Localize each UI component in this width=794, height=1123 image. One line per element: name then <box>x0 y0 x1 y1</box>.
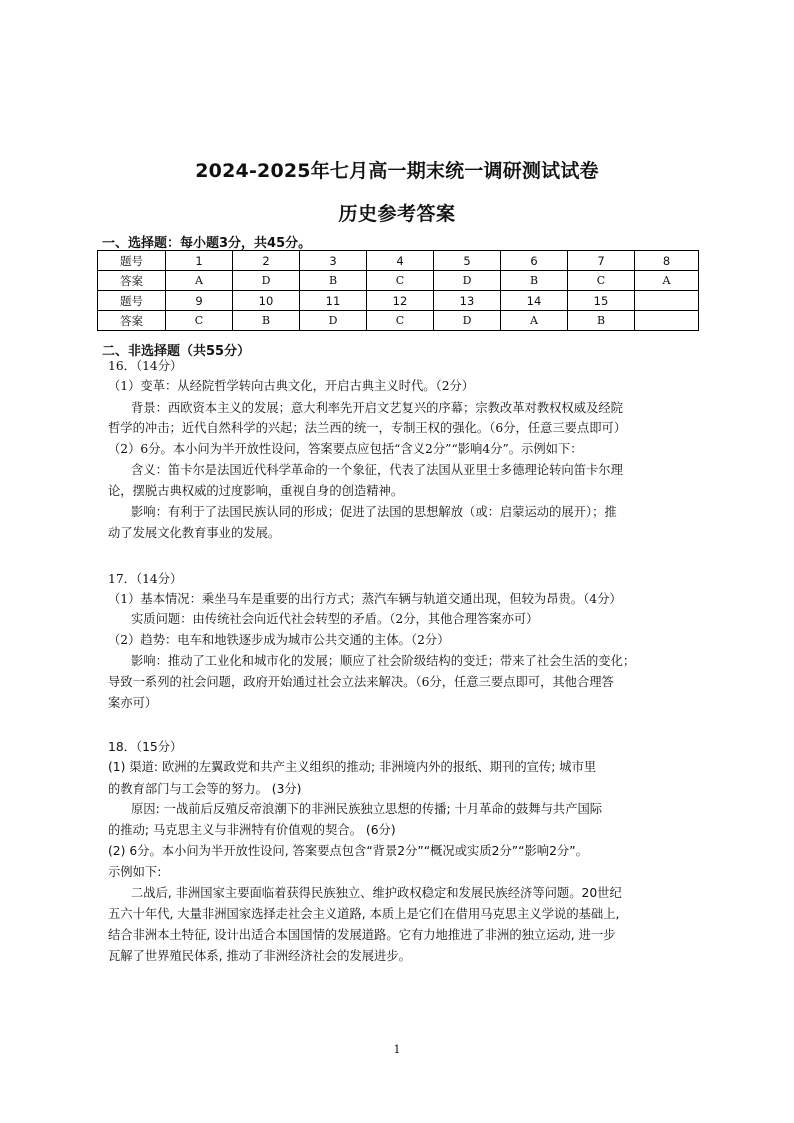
table-cell <box>635 291 699 311</box>
answer-line: （1）变革：从经院哲学转向古典文化，开启古典主义时代。（2分） <box>108 379 475 393</box>
table-cell: 9 <box>166 291 233 311</box>
table-cell: 2 <box>233 251 300 271</box>
table-cell: 11 <box>300 291 367 311</box>
answer-line: 五六十年代, 大量非洲国家选择走社会主义道路, 本质上是它们在借用马克思主义学说的基础上, <box>108 907 620 921</box>
table-row <box>98 311 699 331</box>
table-cell: 14 <box>501 291 568 311</box>
table-cell: D <box>434 311 501 331</box>
answer-line: 瓦解了世界殖民体系, 推动了非洲经济社会的发展进步。 <box>108 949 411 963</box>
table-row <box>98 271 699 291</box>
table-cell <box>635 311 699 331</box>
answer-line: 结合非洲本土特征, 设计出适合本国国情的发展道路。它有力地推进了非洲的独立运动, 进一步 <box>108 928 616 942</box>
answer-line: 影响：有利于了法国民族认同的形成；促进了法国的思想解放（或：启蒙运动的展开）；推 <box>131 505 617 519</box>
table-cell: B <box>568 311 635 331</box>
page-number: 1 <box>393 1043 401 1056</box>
document-subtitle: 历史参考答案 <box>338 203 456 225</box>
table-cell: 4 <box>367 251 434 271</box>
answer-line: 的推动; 马克思主义与非洲特有价值观的契合。 (6分) <box>108 823 396 837</box>
answer-line: （2）趋势：电车和地铁逐步成为城市公共交通的主体。（2分） <box>108 633 450 647</box>
table-cell: 3 <box>300 251 367 271</box>
section-heading-essay: 二、非选择题（共55分） <box>102 344 251 359</box>
answer-line: 17．（14分） <box>108 572 183 586</box>
table-cell: 5 <box>434 251 501 271</box>
table-cell: B <box>233 311 300 331</box>
table-cell: B <box>300 271 367 291</box>
answer-table <box>97 250 699 331</box>
table-cell: 10 <box>233 291 300 311</box>
table-row <box>98 251 699 271</box>
table-cell: C <box>367 311 434 331</box>
table-cell: C <box>367 271 434 291</box>
table-cell: 8 <box>635 251 699 271</box>
answer-line: 哲学的冲击；近代自然科学的兴起；法兰西的统一，专制王权的强化。（6分，任意三要点即可） <box>108 421 627 435</box>
table-cell: 12 <box>367 291 434 311</box>
table-cell: C <box>568 271 635 291</box>
answer-line: 16．（14分） <box>108 359 183 373</box>
table-cell: 答案 <box>98 311 166 331</box>
table-cell: 答案 <box>98 271 166 291</box>
table-cell: A <box>501 311 568 331</box>
answer-line: 背景：西欧资本主义的发展；意大利率先开启文艺复兴的序幕；宗教改革对教权权威及经院 <box>131 401 623 415</box>
table-cell: 15 <box>568 291 635 311</box>
answer-line: 含义：笛卡尔是法国近代科学革命的一个象征，代表了法国从亚里士多德理论转向笛卡尔理 <box>131 463 623 477</box>
table-cell: A <box>166 271 233 291</box>
answer-line: 实质问题：由传统社会向近代社会转型的矛盾。（2分，其他合理答案亦可） <box>131 612 539 626</box>
table-cell: D <box>300 311 367 331</box>
answer-line: 动了发展文化教育事业的发展。 <box>108 526 281 540</box>
answer-line: (1) 渠道: 欧洲的左翼政党和共产主义组织的推动; 非洲境内外的报纸、期刊的宣传; 城市里 <box>108 760 597 774</box>
table-cell: C <box>166 311 233 331</box>
table-row <box>98 291 699 311</box>
section-heading-choice: 一、选择题：每小题3分，共45分。 <box>102 236 312 251</box>
table-cell: D <box>233 271 300 291</box>
table-cell: A <box>635 271 699 291</box>
table-cell: 1 <box>166 251 233 271</box>
answer-line: 论，摆脱古典权威的过度影响，重视自身的创造精神。 <box>108 484 404 498</box>
answer-line: 影响：推动了工业化和城市化的发展；顺应了社会阶级结构的变迁；带来了社会生活的变化； <box>131 654 636 668</box>
table-cell: 7 <box>568 251 635 271</box>
table-cell: D <box>434 271 501 291</box>
answer-line: （2）6分。本小问为半开放性设问，答案要点应包括“含义2分”“影响4分”。示例如下： <box>108 442 583 456</box>
table-cell: 6 <box>501 251 568 271</box>
answer-line: （1）基本情况：乘坐马车是重要的出行方式；蒸汽车辆与轨道交通出现，但较为昂贵。（4分） <box>108 592 622 606</box>
answer-line: 18．（15分） <box>108 740 183 754</box>
table-cell: B <box>501 271 568 291</box>
table-cell: 题号 <box>98 251 166 271</box>
answer-line: 案亦可） <box>108 696 158 710</box>
answer-line: 的教育部门与工会等的努力。 (3分) <box>108 782 302 796</box>
answer-line: 二战后, 非洲国家主要面临着获得民族独立、维护政权稳定和发展民族经济等问题。20世纪 <box>131 886 622 900</box>
table-cell: 题号 <box>98 291 166 311</box>
answer-line: 原因: 一战前后反殖反帝浪潮下的非洲民族独立思想的传播; 十月革命的鼓舞与共产国际 <box>131 802 603 816</box>
answer-line: 示例如下: <box>108 865 162 879</box>
answer-line: (2) 6分。本小问为半开放性设问, 答案要点包含“背景2分”“概况或实质2分”“影响2分”。 <box>108 844 588 858</box>
answer-line: 导致一系列的社会问题，政府开始通过社会立法来解决。（6分，任意三要点即可，其他合理答 <box>108 675 614 689</box>
table-cell: 13 <box>434 291 501 311</box>
document-title: 2024-2025年七月高一期末统一调研测试试卷 <box>195 160 599 182</box>
